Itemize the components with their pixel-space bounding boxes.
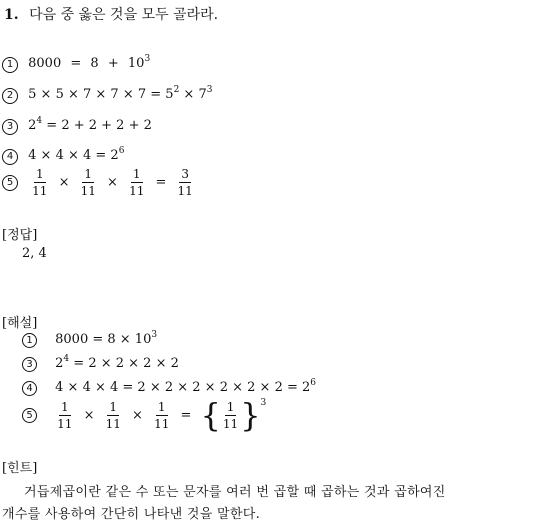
expr-mid: × 7	[179, 87, 207, 102]
item-mark: 1	[22, 333, 37, 348]
option-expr	[28, 56, 150, 71]
fraction: $\frac{3}{11}$	[177, 167, 193, 198]
fraction: $\frac{1}{11}$	[105, 399, 121, 431]
equals: =	[180, 407, 192, 423]
explanation-label: [해설]	[2, 316, 38, 331]
equals: =	[155, 175, 167, 190]
item-expr	[55, 356, 179, 371]
fraction: $\frac{1}{11}$	[222, 399, 239, 431]
option-4	[2, 148, 124, 165]
rhs-b: 10	[127, 56, 145, 71]
explanation-item-5	[22, 396, 267, 434]
option-3	[2, 118, 152, 135]
option-mark: 3	[2, 119, 18, 135]
exponent: 4	[63, 354, 70, 364]
option-2	[2, 87, 212, 104]
exponent: 3	[206, 85, 213, 95]
exponent: 6	[310, 378, 316, 388]
item-expr	[55, 332, 157, 347]
times: ×	[132, 407, 143, 423]
fraction: $\frac{1}{11}$	[80, 167, 96, 198]
question-text: 다음 중 옳은 것을 모두 골라라.	[29, 7, 219, 23]
times: ×	[107, 175, 118, 190]
times: ×	[83, 407, 95, 423]
item-mark: 3	[22, 357, 37, 372]
rhs-a: 8	[90, 56, 99, 71]
item-mark: 5	[22, 408, 37, 423]
expr: 4 × 4 × 4 = 2 × 2 × 2 × 2 × 2 × 2 = 2	[55, 380, 311, 395]
exponent: 6	[118, 146, 125, 156]
times: ×	[58, 175, 70, 190]
exponent: 3	[151, 330, 158, 340]
answer-value: 2, 4	[22, 246, 47, 261]
plus: +	[107, 56, 119, 71]
option-1	[2, 56, 150, 73]
answer-label: [정답]	[2, 228, 38, 243]
exponent: 3	[260, 397, 267, 408]
expr: 5 × 5 × 7 × 7 × 7 = 5	[28, 87, 174, 102]
option-expr	[28, 118, 152, 133]
exponent: 4	[36, 116, 43, 126]
fraction: $\frac{1}{11}$	[154, 399, 170, 431]
option-expr	[28, 148, 124, 163]
equals: =	[70, 56, 82, 71]
expr: 8000 = 8 × 10	[55, 332, 152, 347]
exponent: 3	[144, 54, 151, 64]
lhs: 8000	[28, 56, 62, 71]
base: 2	[28, 118, 37, 133]
expr: 4 × 4 × 4 = 2	[28, 148, 119, 163]
base: 2	[55, 356, 64, 371]
explanation-item-1	[22, 332, 157, 348]
option-expr	[30, 167, 195, 198]
open-brace: {	[200, 396, 221, 434]
hint-label: [힌트]	[2, 461, 38, 476]
fraction: $\frac{1}{11}$	[57, 399, 73, 431]
expr-rest: = 2 × 2 × 2 × 2	[69, 356, 179, 371]
hint-line-2: 개수를 사용하여 간단히 나타낸 것을 말한다.	[2, 507, 261, 522]
option-5	[2, 168, 195, 197]
item-mark: 4	[22, 381, 37, 396]
explanation-item-4	[22, 380, 316, 396]
exponent: 2	[173, 85, 180, 95]
close-brace: }	[240, 396, 261, 434]
option-mark: 1	[2, 57, 18, 73]
item-expr	[55, 396, 267, 434]
question-number: 1.	[4, 7, 19, 23]
fraction: $\frac{1}{11}$	[32, 167, 48, 198]
option-mark: 4	[2, 149, 18, 165]
question	[4, 4, 218, 24]
expr-rest: = 2 + 2 + 2 + 2	[42, 118, 152, 133]
explanation-item-3	[22, 356, 179, 372]
option-expr	[28, 87, 212, 102]
fraction: $\frac{1}{11}$	[129, 167, 145, 198]
hint-line-1: 거듭제곱이란 같은 수 또는 문자를 여러 번 곱할 때 곱하는 것과 곱하여진	[24, 485, 446, 500]
option-mark: 2	[2, 88, 18, 104]
option-mark: 5	[2, 175, 18, 191]
item-expr	[55, 380, 316, 395]
